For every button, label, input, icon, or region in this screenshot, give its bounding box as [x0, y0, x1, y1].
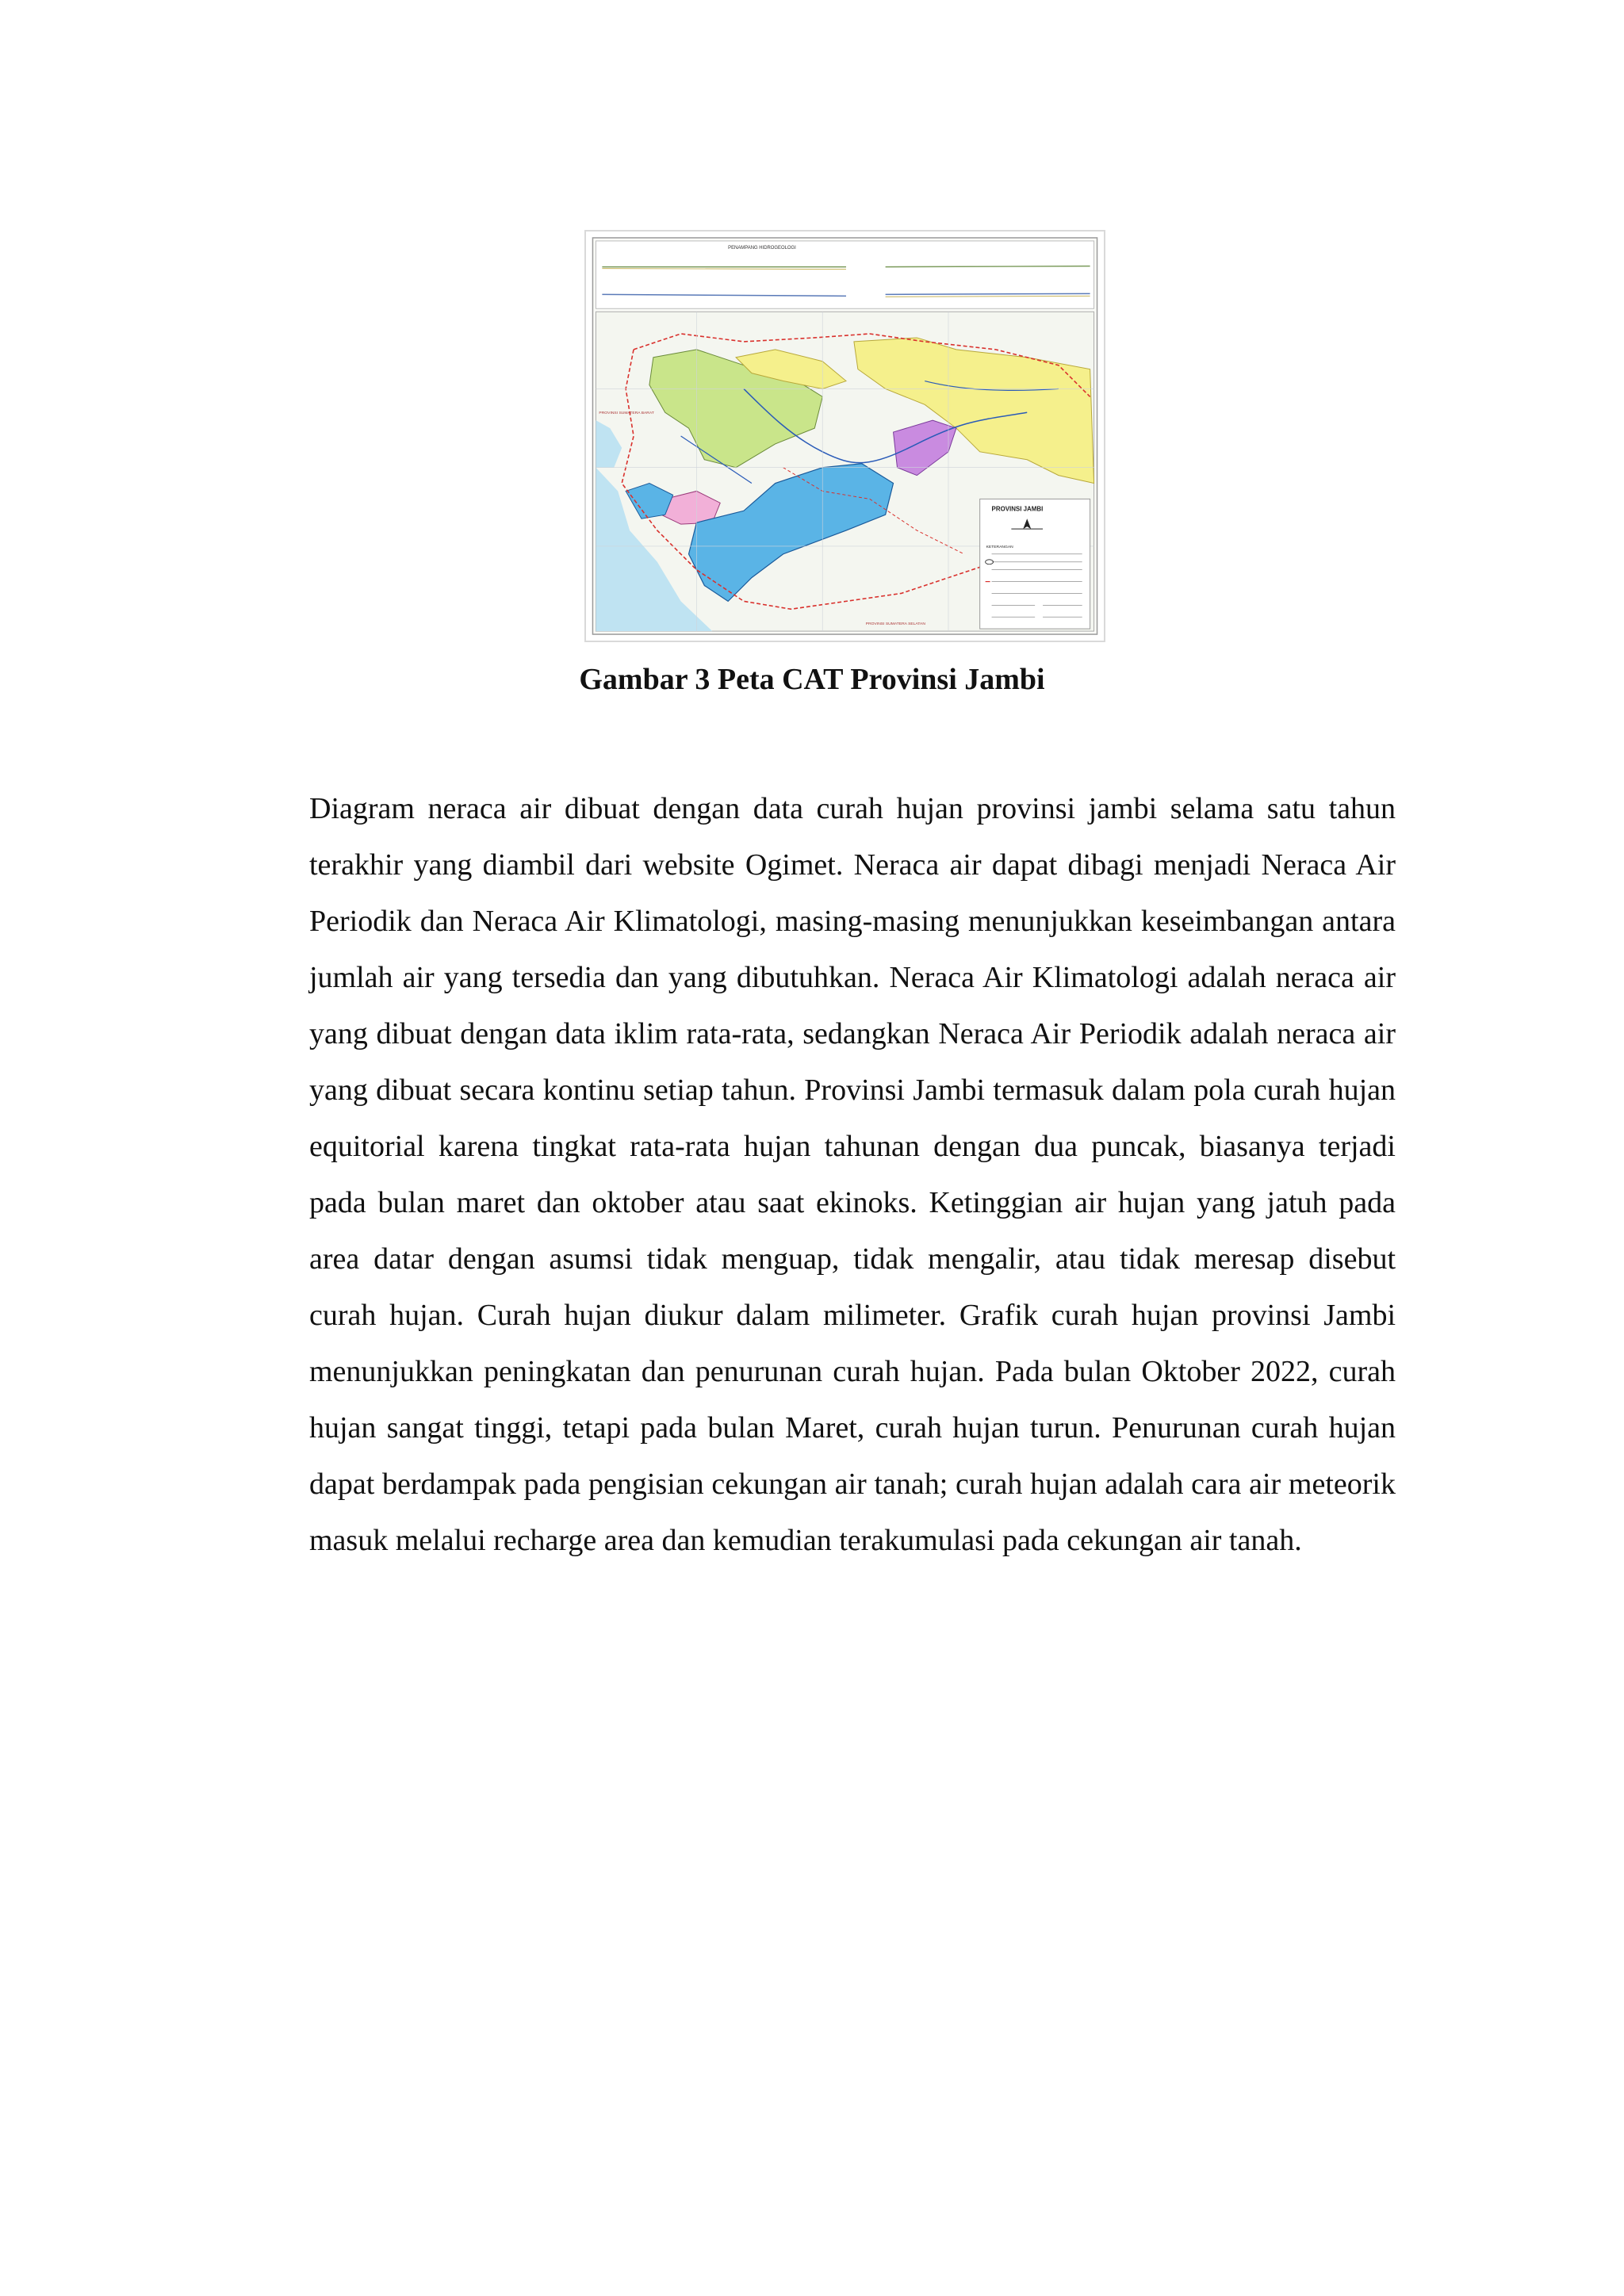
inset-title: PROVINSI JAMBI — [991, 505, 1044, 513]
map-legend — [980, 499, 1090, 629]
legend-title: KETERANGAN — [986, 545, 1013, 549]
west-province-label: PROVINSI SUMATERA BARAT — [599, 411, 654, 416]
hydrogeology-section — [596, 241, 1094, 308]
figure-caption: Gambar 3 Peta CAT Provinsi Jambi — [579, 663, 1045, 696]
south-province-label: PROVINSI SUMATERA SELATAN — [865, 622, 925, 627]
cat-map-image — [586, 232, 1104, 641]
section-title: PENAMPANG HIDROGEOLOGI — [728, 245, 796, 251]
body-paragraph: Diagram neraca air dibuat dengan data curah hujan provinsi jambi selama satu tahun terakhir yang diambil dari website Ogimet. Neraca air dapat dibagi menjadi Neraca Air Periodik dan Neraca Air Klimatologi, masing-masing menunjukkan keseimbangan antara jumlah air yang tersedia dan yang dibutuhkan. Neraca Air Klimatologi adalah neraca air yang dibuat dengan data iklim rata-rata, sedangkan Neraca Air Periodik adalah neraca air yang dibuat secara kontinu setiap tahun. Provinsi Jambi termasuk dalam pola curah hujan equitorial karena tingkat rata-rata hujan tahunan dengan dua puncak, biasanya terjadi pada bulan maret dan oktober atau saat ekinoks. Ketinggian air hujan yang jatuh pada area datar dengan asumsi tidak menguap, tidak mengalir, atau tidak meresap disebut curah hujan. Curah hujan diukur dalam milimeter. Grafik curah hujan provinsi Jambi menunjukkan peningkatan dan penurunan curah hujan. Pada bulan Oktober 2022, curah hujan sangat tinggi, tetapi pada bulan Maret, curah hujan turun. Penurunan curah hujan dapat berdampak pada pengisian cekungan air tanah; curah hujan adalah cara air meteorik masuk melalui recharge area dan kemudian terakumulasi pada cekungan air tanah. — [309, 792, 1396, 1557]
cat-map-figure — [584, 230, 1105, 642]
